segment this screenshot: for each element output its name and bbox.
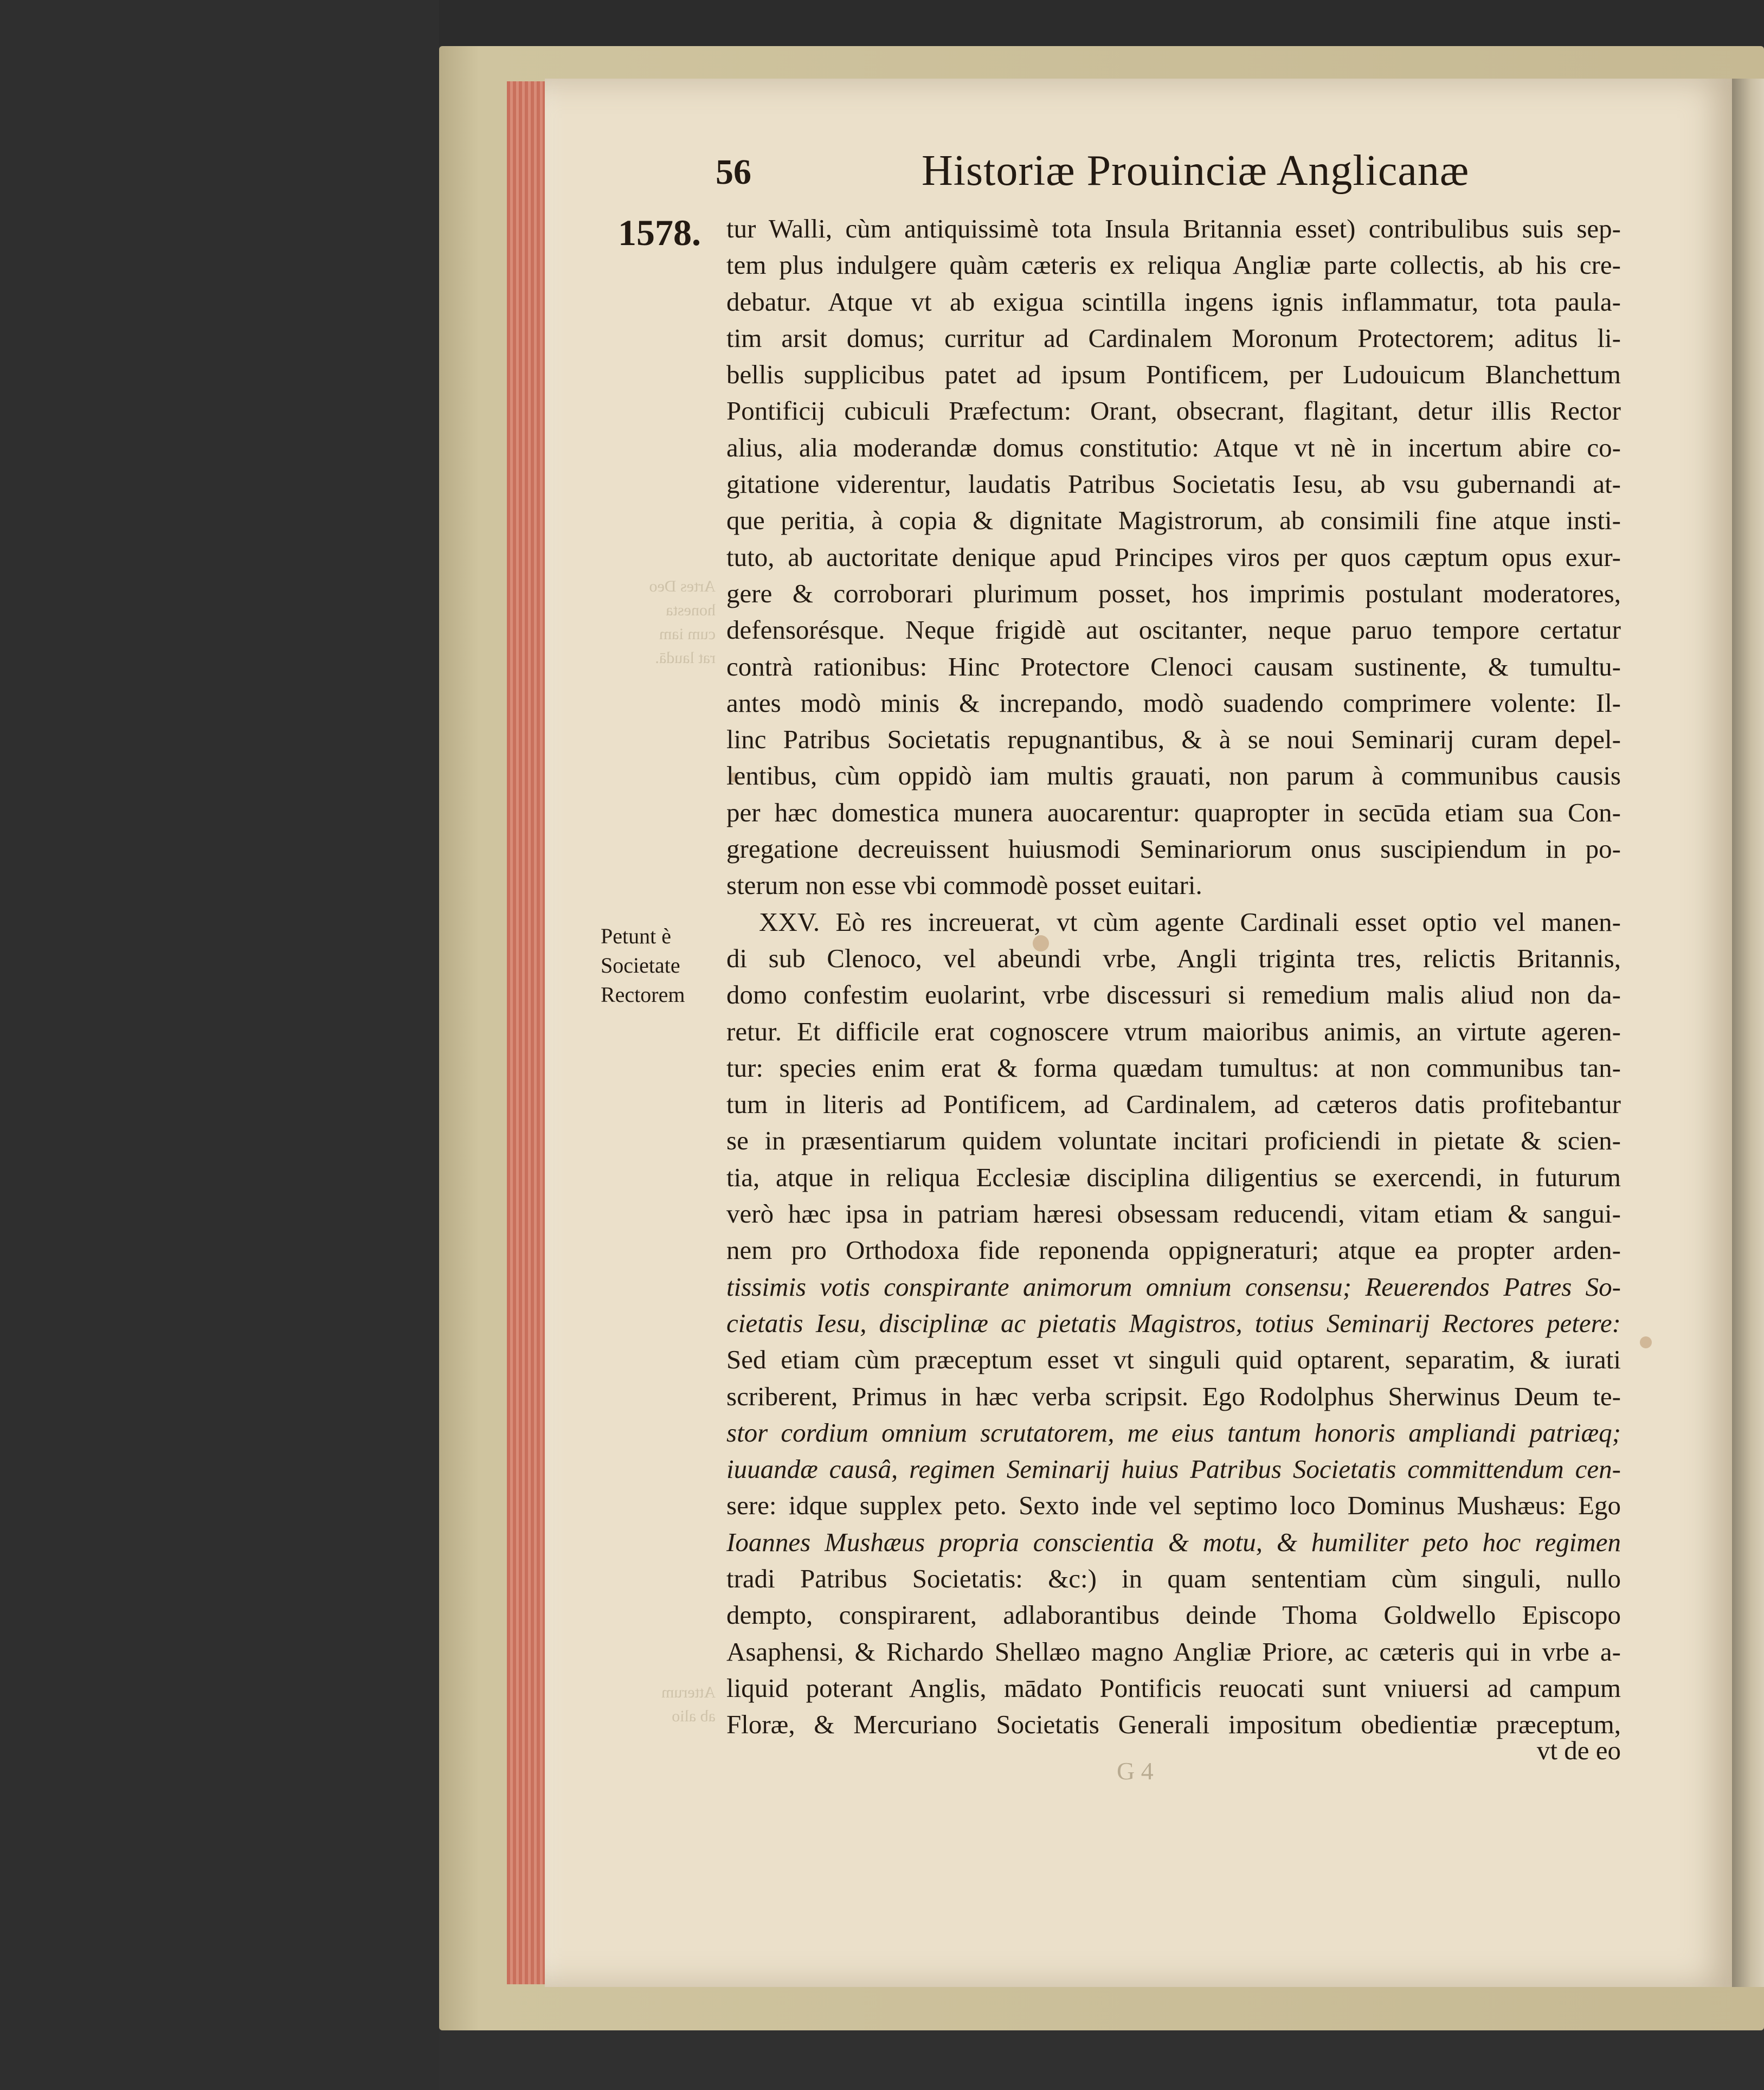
text-line: tur: species enim erat & forma quædam tumultus: at non communibus tan-	[726, 1052, 1621, 1083]
text-line: Floræ, & Mercuriano Societatis Generali impositum obedientiæ præceptum,	[726, 1709, 1621, 1740]
text-line: iuuandæ causâ, regimen Seminarij huius Patribus Societatis committendum cen-	[726, 1454, 1621, 1484]
text-line: Pontificij cubiculi Præfectum: Orant, obsecrant, flagitant, detur illis Rector	[726, 396, 1621, 426]
text-line: retur. Et difficile erat cognoscere vtrum maioribus animis, an virtute ageren-	[726, 1016, 1621, 1046]
text-line: Sed etiam cùm præceptum esset vt singuli quid optarent, separatim, & iurati	[726, 1345, 1621, 1375]
text-line: gitatione viderentur, laudatis Patribus Societatis Iesu, ab vsu gubernandi at-	[726, 469, 1621, 499]
background-top	[439, 0, 1764, 46]
text-line: Asaphensi, & Richardo Shellæo magno Angliæ Priore, ac cæteris qui in vrbe a-	[726, 1636, 1621, 1667]
text-line: tia, atque in reliqua Ecclesiæ disciplina diligentius se exercendi, in futurum	[726, 1162, 1621, 1192]
text-line: linc Patribus Societatis repugnantibus, & à se noui Seminarij curam depel-	[726, 724, 1621, 755]
marginal-note-line: Societate	[601, 953, 680, 978]
text-line: que peritia, à copia & dignitate Magistrorum, ab consimili fine atque insti-	[726, 505, 1621, 536]
text-line: se in præsentiarum quidem voluntate incitari proficiendi in pietate & scien-	[726, 1126, 1621, 1156]
margin-year: 1578.	[618, 212, 701, 253]
text-line: alius, alia moderandæ domus constitutio: Atque vt nè in incertum abire co-	[726, 432, 1621, 462]
text-line: tuto, ab auctoritate denique apud Principes viros per quos cæptum opus exur-	[726, 542, 1621, 572]
text-line: nem pro Orthodoxa fide reponenda oppigneraturi; atque ea propter arden-	[726, 1235, 1621, 1265]
text-line: antes modò minis & increpando, modò suadendo comprimere volente: Il-	[726, 687, 1621, 718]
running-title: Historiæ Prouinciæ Anglicanæ	[922, 147, 1470, 195]
page-header	[716, 146, 1659, 206]
text-line: tem plus indulgere quàm cæteris ex reliqua Angliæ parte collectis, ab his cre-	[726, 250, 1621, 280]
text-line: di sub Clenoco, vel abeundi vrbe, Angli triginta tres, relictis Britannis,	[726, 943, 1621, 973]
text-line: dempto, conspirarent, adlaborantibus deinde Thoma Goldwello Episcopo	[726, 1600, 1621, 1630]
marginal-note-line: Rectorem	[601, 982, 685, 1007]
text-line: stor cordium omnium scrutatorem, me eius tantum honoris ampliandi patriæq;	[726, 1417, 1621, 1448]
text-line: lentibus, cùm oppidò iam multis grauati, non parum à communibus causis	[726, 761, 1621, 791]
text-line: gregatione decreuissent huiusmodi Seminariorum onus suscipiendum in po-	[726, 834, 1621, 864]
text-line: sterum non esse vbi commodè posset euitari.	[726, 870, 1202, 901]
text-line: tim arsit domus; curritur ad Cardinalem Moronum Protectorem; aditus li-	[726, 323, 1621, 353]
text-line: tum in literis ad Pontificem, ad Cardinalem, ad cæteros datis profitebantur	[726, 1089, 1621, 1120]
text-line: debatur. Atque vt ab exigua scintilla ingens ignis inflammatur, tota paula-	[726, 286, 1621, 317]
page-number: 56	[716, 152, 751, 192]
text-line: verò hæc ipsa in patriam hæresi obsessam reducendi, vitam etiam & sangui-	[726, 1199, 1621, 1229]
text-line: contrà rationibus: Hinc Protectore Clenoci causam sustinente, & tumultu-	[726, 651, 1621, 681]
text-line: tradi Patribus Societatis: &c:) in quam sententiam cùm singuli, nullo	[726, 1563, 1621, 1593]
text-line: tur Walli, cùm antiquissimè tota Insula Britannia esset) contribulibus suis sep-	[726, 214, 1621, 243]
text-line: gere & corroborari plurimum posset, hos imprimis postulant moderatores,	[726, 578, 1621, 608]
text-line: domo confestim euolarint, vrbe discessuri si remedium malis aliud non da-	[726, 980, 1621, 1010]
facing-page-gutter	[1732, 79, 1764, 1987]
red-page-edges	[507, 81, 548, 1984]
text-line: defensorésque. Neque frigidè aut oscitanter, neque paruo tempore certatur	[726, 615, 1621, 645]
show-through-left-lower: Atterum ab alio	[661, 1683, 716, 1725]
text-line: scriberent, Primus in hæc verba scripsit. Ego Rodolphus Sherwinus Deum te-	[726, 1381, 1621, 1411]
text-line: tissimis votis conspirante animorum omnium consensu; Reuerendos Patres So-	[726, 1271, 1621, 1302]
marginal-note-line: Petunt è	[601, 924, 671, 948]
text-line: bellis supplicibus patet ad ipsum Pontificem, per Ludouicum Blanchettum	[726, 359, 1621, 390]
background-left	[0, 0, 439, 2090]
paragraph-start-line: XXV. Eò res increuerat, vt cùm agente Cardinali esset optio vel manen-	[759, 906, 1621, 937]
body-text	[726, 210, 1621, 1742]
signature-mark: G 4	[1117, 1757, 1154, 1785]
show-through-left: Artes Deo honesta cum iam rat laudā.	[649, 577, 716, 667]
catchword: vt de eo	[1536, 1735, 1621, 1765]
text-line: liquid poterant Anglis, mādato Pontificis reuocati sunt vniuersi ad campum	[726, 1673, 1621, 1703]
marginal-note	[601, 922, 725, 1009]
text-line: per hæc domestica munera auocarentur: quapropter in secūda etiam sua Con-	[726, 797, 1621, 827]
text-line: Ioannes Mushæus propria conscientia & motu, & humiliter peto hoc regimen	[726, 1527, 1621, 1557]
text-line: sere: idque supplex peto. Sexto inde vel septimo loco Dominus Mushæus: Ego	[726, 1490, 1621, 1521]
text-line: cietatis Iesu, disciplinæ ac pietatis Magistros, totius Seminarij Rectores petere:	[726, 1308, 1621, 1338]
